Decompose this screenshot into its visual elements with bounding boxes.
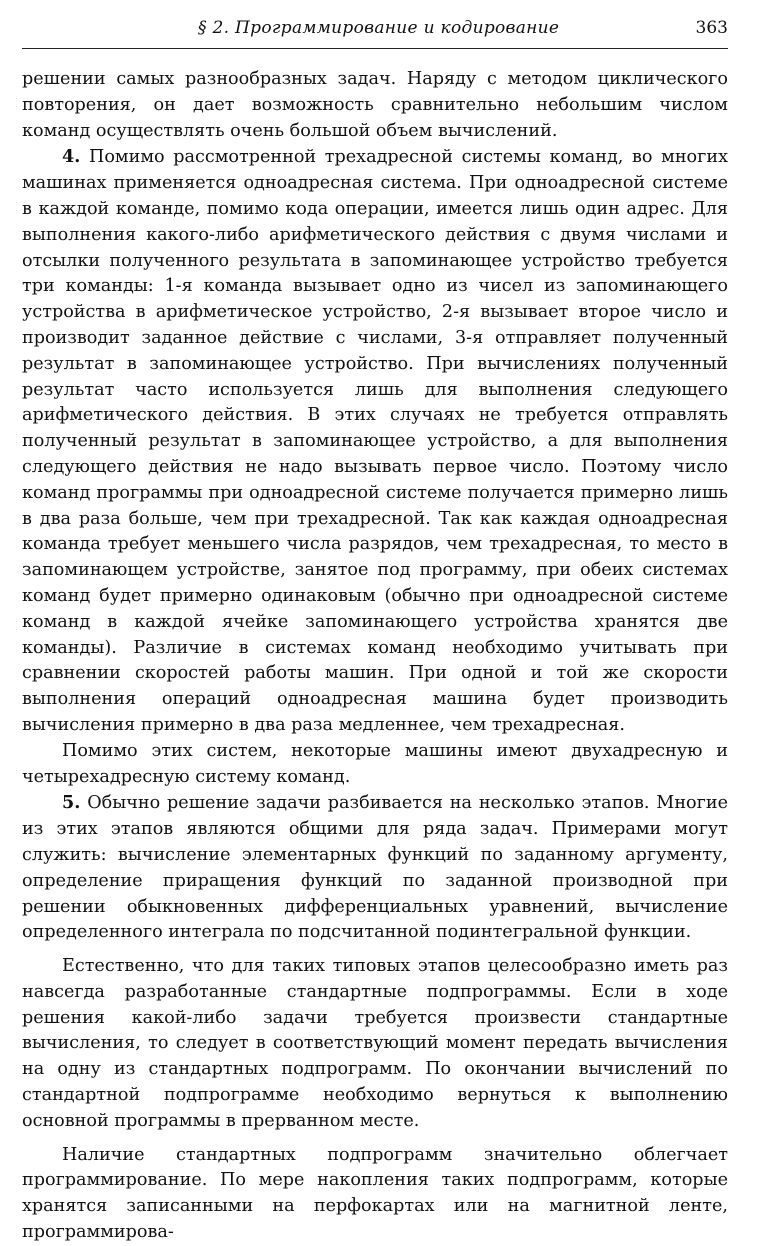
page-number: 363 xyxy=(695,18,728,38)
paragraph-text: Обычно решение задачи разбивается на несколько этапов. Многие из этих этапов являются общими для ряда задач. Примерами могут служить: вычисление элементарных функций по заданному аргументу, определение приращения функций по заданной производной при решении обыкновенных дифференциальных уравнений, вычисление определенного интеграла по подсчитанной подинтегральной функции. xyxy=(22,793,728,943)
paragraph-standard-subroutines xyxy=(22,954,728,1135)
running-header xyxy=(22,14,728,49)
paragraph-subroutine-library xyxy=(22,1143,728,1246)
paragraph-text: Естественно, что для таких типовых этапов целесообразно иметь раз навсегда разработанные стандартные подпрограммы. Если в ходе решения какой-либо задачи требуется произвести стандартные вычисления, то следует в соответствующий момент передать вычисления на одну из стандартных подпрограмм. По окончании вычислений по стандартной подпрограмме необходимо вернуться к выполнению основной программы в прерванном месте. xyxy=(22,956,728,1131)
paragraph-text: решении самых разнообразных задач. Наряду с методом циклического повторения, он дает возможность сравнительно небольшим числом команд осуществлять очень большой объем вычислений. xyxy=(22,69,728,141)
paragraph-text: Помимо этих систем, некоторые машины имеют двухадресную и четырехадресную систему команд. xyxy=(22,740,728,787)
item-number: 4. xyxy=(62,146,81,168)
paragraph-item-5 xyxy=(22,790,728,946)
item-number: 5. xyxy=(62,792,81,814)
book-page xyxy=(22,0,729,1243)
section-title: § 2. Программирование и кодирование xyxy=(198,18,560,38)
paragraph-text: Наличие стандартных подпрограмм значительно облегчает программирование. По мере накопления таких подпрограмм, которые хранятся записанными на перфокартах или на магнитной ленте, программирова- xyxy=(22,1144,728,1243)
paragraph-text: Помимо рассмотренной трехадресной системы команд, во многих машинах применяется одноадресная система. При одноадресной системе в каждой команде, помимо кода операции, имеется лишь один адрес. Для выполнения какого-либо арифметического действия с двумя числами и отсылки полученного результата в запоминающее устройство требуется три команды: 1-я команда вызывает одно из чисел из запоминающего устройства в арифметическое устройство, 2-я вызывает второе число и производит заданное действие с числами, 3-я отправляет полученный результат в запоминающее устройство. При вычислениях полученный результат часто используется лишь для выполнения следующего арифметического действия. В этих случаях не требуется отправлять полученный результат в запоминающее устройство, а для выполнения следующего действия не надо вызывать первое число. Поэтому число команд программы при одноадресной системе получается примерно лишь в два раза больше, чем при трехадресной. Так как каждая одноадресная команда требует меньшего числа разрядов, чем трехадресная, то место в запоминающем устройстве, занятое под программу, при обеих системах команд будет примерно одинаковым (обычно при одноадресной системе команд в каждой ячейке запоминающего устройства хранятся две команды). Различие в системах команд необходимо учитывать при сравнении скоростей работы машин. При одной и той же скорости выполнения операций одноадресная машина будет производить вычисления примерно в два раза медленнее, чем трехадресная. xyxy=(22,147,729,735)
paragraph-continuation xyxy=(22,67,728,144)
page-body xyxy=(22,67,728,1246)
paragraph-other-systems xyxy=(22,739,728,791)
paragraph-item-4 xyxy=(22,144,728,738)
